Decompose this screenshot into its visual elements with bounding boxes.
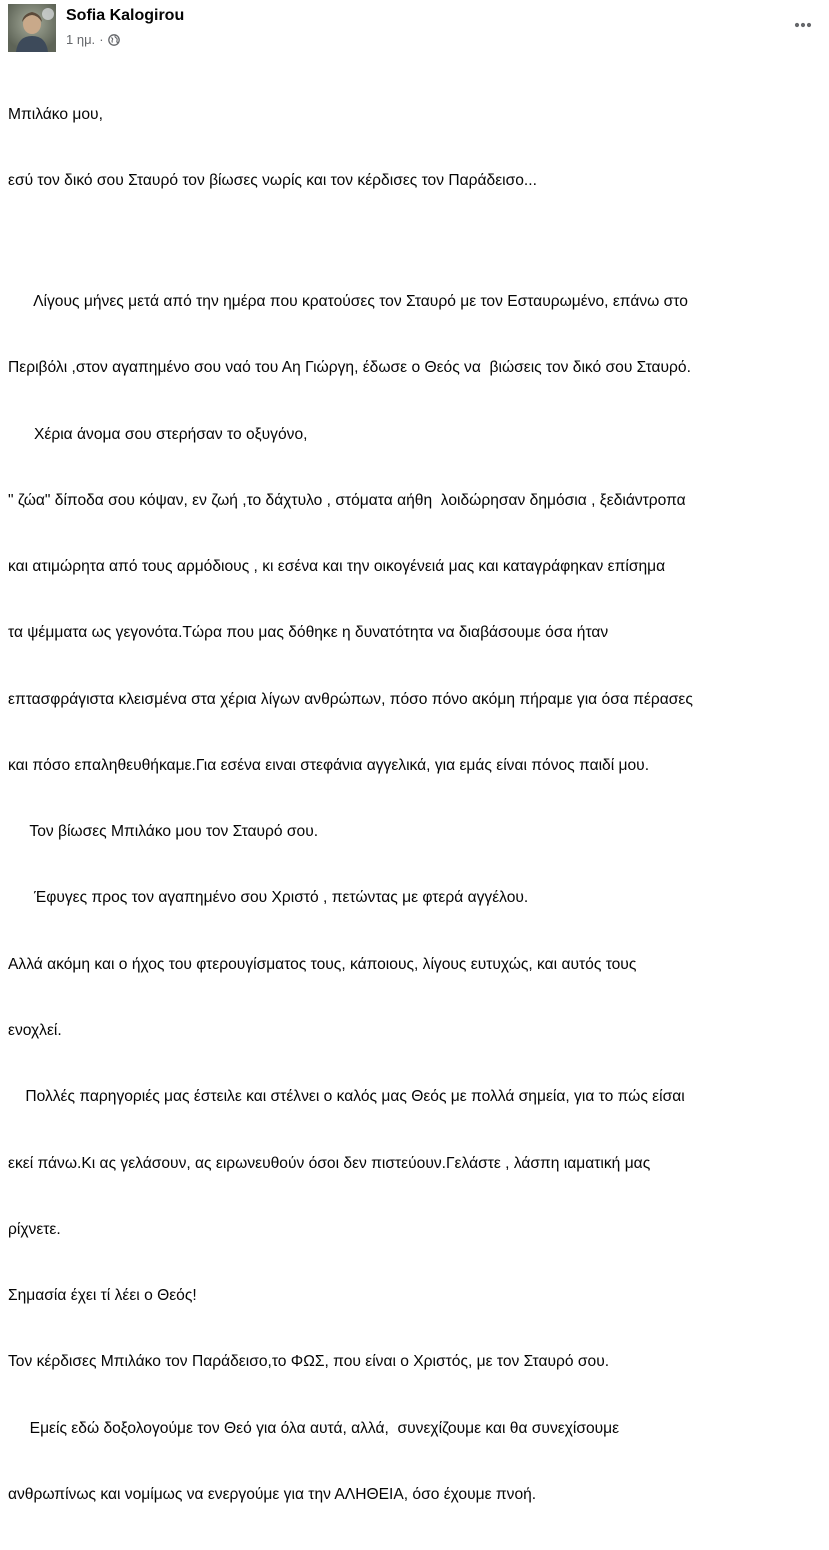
post-line: Αλλά ακόμη και ο ήχος του φτερουγίσματος τους, κάποιους, λίγους ευτυχώς, και αυτός τους: [8, 955, 637, 973]
post-line: Τον βίωσες Μπιλάκο μου τον Σταυρό σου.: [8, 823, 319, 841]
post-line: ρίχνετε.: [8, 1220, 61, 1238]
post-line: Πολλές παρηγοριές μας έστειλε και στέλνει ο καλός μας Θεός με πολλά σημεία, για το πώς είσαι: [8, 1088, 685, 1106]
post-line: ανθρωπίνως και νομίμως να ενεργούμε για την ΑΛΗΘΕΙΑ, όσο έχουμε πνοή.: [8, 1486, 537, 1503]
post-line: Μπιλάκο μου,: [8, 106, 103, 124]
meta-separator: ·: [99, 32, 104, 47]
more-options-button[interactable]: [789, 14, 817, 36]
post-body: [8, 60, 823, 1550]
author-name[interactable]: Sofia Kalogirou: [66, 7, 185, 24]
post-line: ενοχλεί.: [8, 1022, 62, 1040]
post-line: και πόσο επαληθευθήκαμε.Για εσένα ειναι στεφάνια αγγελικά, για εμάς είναι πόνος παιδί μου.: [8, 756, 650, 774]
post-line: Εμείς εδώ δοξολογούμε τον Θεό για όλα αυτά, αλλά, συνεχίζουμε και θα συνεχίσουμε: [8, 1419, 620, 1437]
post-line: Σημασία έχει τί λέει ο Θεός!: [8, 1287, 197, 1305]
more-horizontal-icon: [793, 22, 813, 28]
post-line: Τον κέρδισες Μπιλάκο τον Παράδεισο,το ΦΩΣ, που είναι ο Χριστός, με τον Σταυρό σου.: [8, 1353, 610, 1371]
post-meta: [66, 32, 120, 47]
post-time[interactable]: 1 ημ.: [66, 32, 96, 47]
avatar[interactable]: [8, 4, 56, 52]
post-line: εκεί πάνω.Κι ας γελάσουν, ας ειρωνευθούν όσοι δεν πιστεύουν.Γελάστε , λάσπη ιαματική μας: [8, 1154, 651, 1172]
post-line: Χέρια άνομα σου στερήσαν το οξυγόνο,: [8, 425, 308, 443]
post-line: τα ψέμματα ως γεγονότα.Τώρα που μας δόθηκε η δυνατότητα να διαβάσουμε όσα ήταν: [8, 624, 609, 642]
post-line: και ατιμώρητα από τους αρμόδιους , κι εσένα και την οικογένειά μας και καταγράφηκαν επίσημα: [8, 558, 666, 576]
post-line: εσύ τον δικό σου Σταυρό τον βίωσες νωρίς και τον κέρδισες τον Παράδεισο...: [8, 172, 537, 190]
post-line: Έφυγες προς τον αγαπημένο σου Χριστό , πετώντας με φτερά αγγέλου.: [8, 889, 529, 907]
profile-photo-icon: [8, 4, 56, 52]
post-line: επτασφράγιστα κλεισμένα στα χέρια λίγων ανθρώπων, πόσο πόνο ακόμη πήραμε για όσα πέρασες: [8, 690, 693, 708]
post-line: Λίγους μήνες μετά από την ημέρα που κρατούσες τον Σταυρό με τον Εσταυρωμένο, επάνω στο: [8, 292, 688, 310]
post-line-spacer: [8, 237, 823, 247]
post-line: Περιβόλι ,στον αγαπημένο σου ναό του Αη Γιώργη, έδωσε ο Θεός να βιώσεις τον δικό σου Σταυρό.: [8, 359, 691, 377]
post-header: [8, 4, 821, 56]
globe-icon[interactable]: [108, 34, 120, 46]
post-line: " ζώα" δίποδα σου κόψαν, εν ζωή ,το δάχτυλο , στόματα αήθη λοιδώρησαν δημόσια , ξεδιάντροπα: [8, 491, 686, 509]
